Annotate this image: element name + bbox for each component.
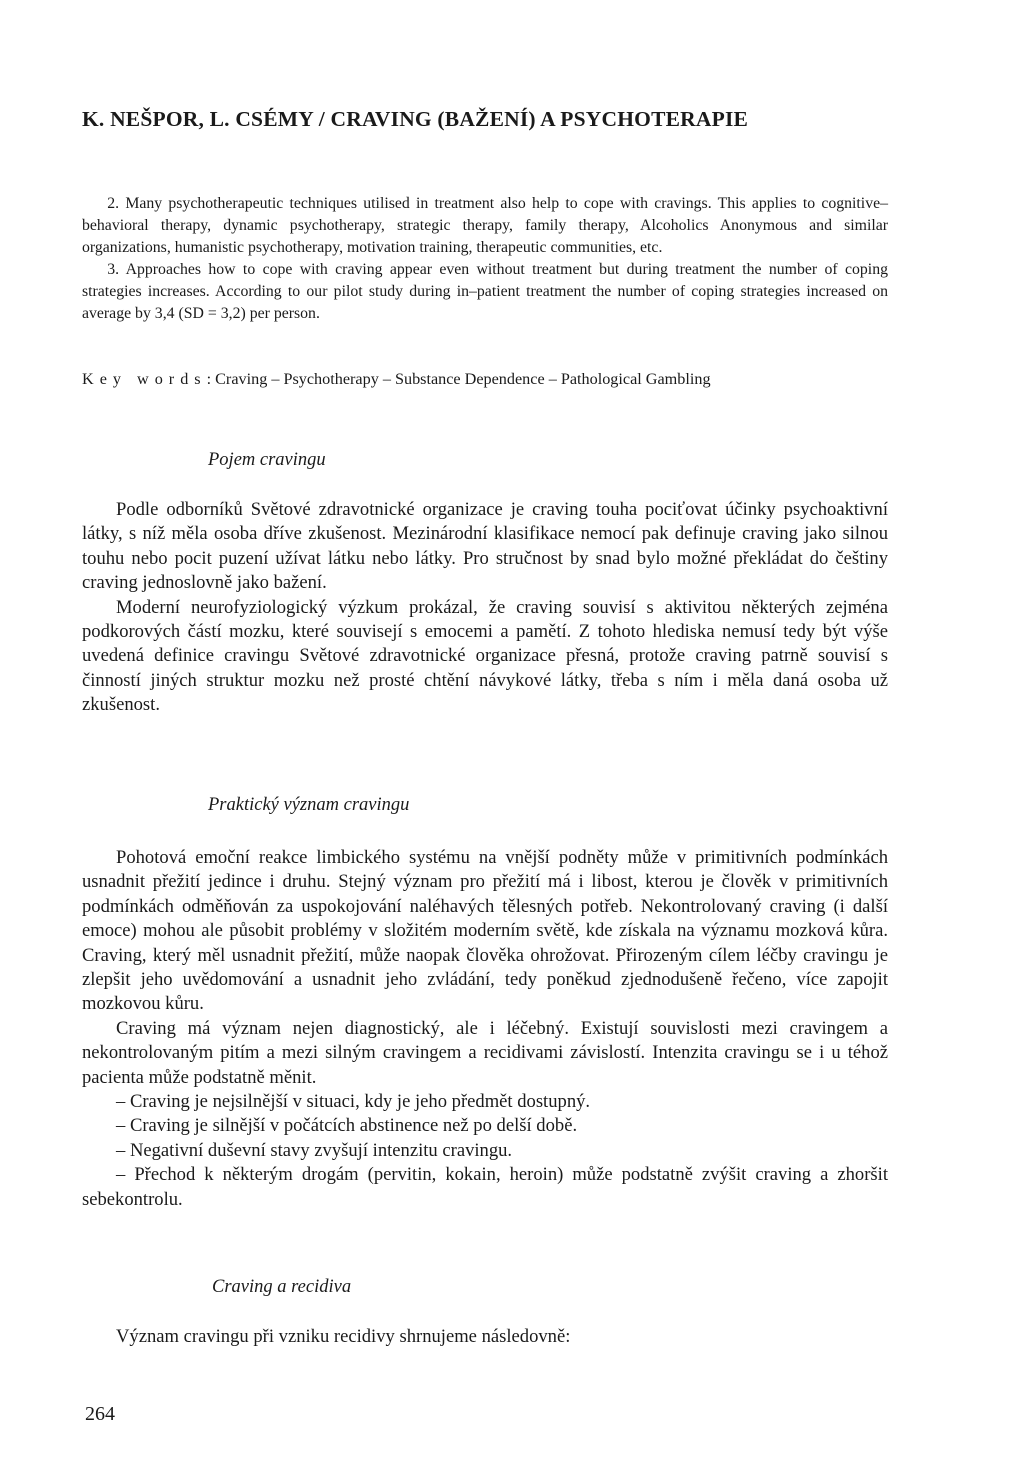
body-paragraph: Pohotová emoční reakce limbického systému na vnější podněty může v primitivních podmínkách usnadnit přežití jedince i druhu. Stejný význam pro přežití má i libost, kterou je člověk v primitivních podmínkách odměňován za uspokojování naléhavých tělesných potřeb. Nekontrolovaný craving (i další emoce) mohou ale působit problémy v složitém moderním světě, kde získala na významu mozková kůra. Craving, který měl usnadnit přežití, může naopak člověka ohrožovat. Přirozeným cílem léčby cravingu je zlepšit jeho uvědomování a usnadnit jeho zvládání, tedy poněkud zjednodušeně řečeno, více zapojit mozkovou kůru.: [82, 847, 888, 1015]
abstract-paragraph: 2. Many psychotherapeutic techniques utilised in treatment also help to cope with cravings. This applies to cognitive–behavioral therapy, dynamic psychotherapy, strategic therapy, family therapy, Alcoholics Anonymous and similar organizations, humanistic psychotherapy, motivation training, therapeutic communities, etc.: [82, 195, 888, 256]
page-number: 264: [85, 1403, 115, 1425]
section-heading: Craving a recidiva: [212, 1277, 352, 1297]
keywords-list: : Craving – Psychotherapy – Substance Dependence – Pathological Gambling: [206, 370, 711, 388]
list-item: – Přechod k některým drogám (pervitin, kokain, heroin) může podstatně zvýšit craving a zhoršit sebekontrolu.: [82, 1164, 888, 1210]
body-paragraph: Craving má význam nejen diagnostický, ale i léčebný. Existují souvislosti mezi cravingem a nekontrolovaným pitím a mezi silným cravingem a recidivami závislostí. Intenzita cravingu se i u téhož pacienta může podstatně měnit.: [82, 1017, 888, 1088]
list-item: – Craving je nejsilnější v situaci, kdy je jeho předmět dostupný.: [116, 1091, 591, 1113]
keywords-line: [82, 370, 711, 389]
abstract-paragraph: 3. Approaches how to cope with craving appear even without treatment but during treatment the number of coping strategies increases. According to our pilot study during in–patient treatment the number of coping strategies increased on average by 3,4 (SD = 3,2) per person.: [82, 260, 888, 322]
section-heading: Pojem cravingu: [208, 450, 326, 470]
section-body: [82, 846, 888, 1212]
running-head: K. NEŠPOR, L. CSÉMY / CRAVING (BAŽENÍ) A PSYCHOTERAPIE: [82, 107, 749, 131]
keywords-label: Key words: [82, 370, 207, 388]
body-paragraph: Moderní neurofyziologický výzkum prokázal, že craving souvisí s aktivitou některých zejména podkorových částí mozku, které souvisejí s emocemi a pamětí. Z tohoto hlediska nemusí tedy být výše uvedená definice cravingu Světové zdravotnické organizace přesná, protože craving patrně souvisí s činností jiných struktur mozku než prosté chtění návykové látky, třeba s ním i měla daná osoba už zkušenost.: [82, 596, 888, 716]
section-heading: Praktický význam cravingu: [208, 795, 410, 815]
section-body: [82, 498, 888, 718]
body-paragraph: Podle odborníků Světové zdravotnické organizace je craving touha pociťovat účinky psychoaktivní látky, s níž měla osoba dříve zkušenost. Mezinárodní klasifikace nemocí pak definuje craving jako silnou touhu nebo pocit puzení užívat látku nebo látky. Pro stručnost by snad bylo možné překládat do češtiny craving jednoslovně jako bažení.: [82, 499, 888, 594]
list-item: – Craving je silnější v počátcích abstinence než po delší době.: [116, 1115, 578, 1137]
english-abstract: [82, 193, 888, 324]
body-paragraph: Význam cravingu při vzniku recidivy shrnujeme následovně:: [116, 1326, 571, 1347]
list-item: – Negativní duševní stavy zvyšují intenzitu cravingu.: [116, 1139, 513, 1161]
section-body: [82, 1325, 888, 1349]
